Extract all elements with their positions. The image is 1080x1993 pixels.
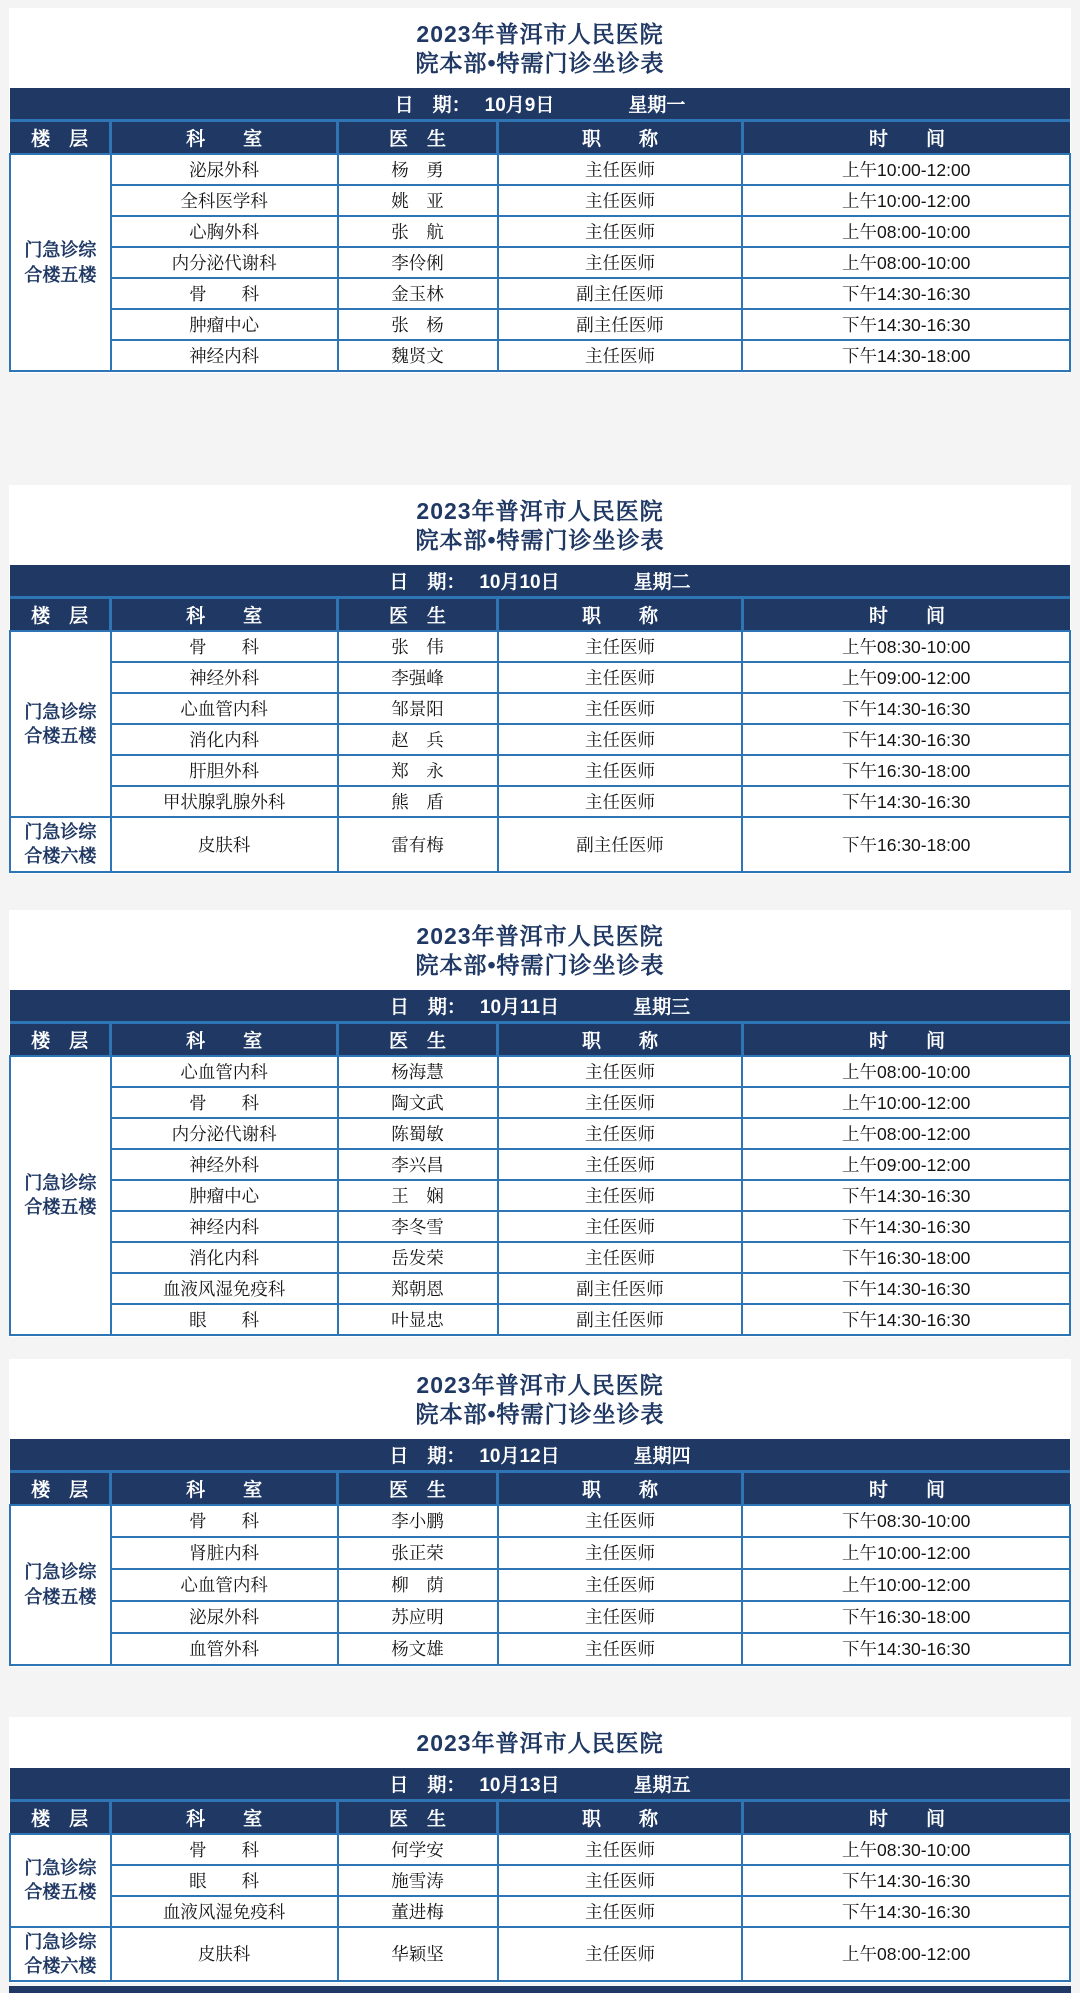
job-title-cell: 主任医师 (498, 724, 743, 755)
doctor-cell: 魏贤文 (338, 340, 498, 371)
doctor-cell: 叶显忠 (338, 1304, 498, 1335)
schedule-row (10, 817, 1070, 872)
job-title-cell: 主任医师 (498, 1927, 743, 1982)
department-cell: 消化内科 (111, 724, 338, 755)
doctor-cell: 金玉林 (338, 278, 498, 309)
header-row (10, 1800, 1070, 1834)
schedule-row (10, 340, 1070, 371)
job-title-cell: 主任医师 (498, 693, 743, 724)
column-header: 医 生 (338, 1022, 498, 1056)
doctor-cell: 岳发荣 (338, 1242, 498, 1273)
column-header: 科 室 (111, 598, 338, 632)
doctor-cell: 杨 勇 (338, 154, 498, 185)
job-title-cell: 主任医师 (498, 1180, 743, 1211)
job-title-cell: 主任医师 (498, 1211, 743, 1242)
department-cell: 心血管内科 (111, 1569, 338, 1601)
schedule-row (10, 1149, 1070, 1180)
column-header: 职 称 (498, 1022, 743, 1056)
department-cell: 泌尿外科 (111, 154, 338, 185)
schedule-row (10, 1118, 1070, 1149)
doctor-cell: 熊 盾 (338, 786, 498, 817)
floor-label: 门急诊综合楼六楼 (10, 1927, 111, 1982)
hospital-title: 2023年普洱市人民医院 (416, 498, 664, 524)
schedule-row (10, 1087, 1070, 1118)
schedule-table (9, 1768, 1071, 1983)
department-cell: 甲状腺乳腺外科 (111, 786, 338, 817)
schedule-row (10, 786, 1070, 817)
doctor-cell: 张正荣 (338, 1537, 498, 1569)
schedule-row (10, 1865, 1070, 1896)
job-title-cell: 主任医师 (498, 1537, 743, 1569)
doctor-cell: 雷有梅 (338, 817, 498, 872)
doctor-cell: 施雪涛 (338, 1865, 498, 1896)
doctor-cell: 李强峰 (338, 662, 498, 693)
time-cell: 上午08:00-10:00 (742, 216, 1070, 247)
department-cell: 骨 科 (111, 631, 338, 662)
table-body (10, 154, 1070, 371)
table-title-area (9, 8, 1071, 88)
job-title-cell: 主任医师 (498, 1569, 743, 1601)
schedule-table-block (9, 485, 1071, 874)
floor-label: 门急诊综合楼五楼 (10, 1056, 111, 1335)
job-title-cell: 主任医师 (498, 1087, 743, 1118)
department-cell: 血液风湿免疫科 (111, 1896, 338, 1927)
department-cell: 血管外科 (111, 1633, 338, 1665)
department-cell: 肝胆外科 (111, 755, 338, 786)
job-title-cell: 副主任医师 (498, 817, 743, 872)
date-label: 日 期： (394, 95, 471, 116)
job-title-cell: 副主任医师 (498, 278, 743, 309)
department-cell: 肿瘤中心 (111, 309, 338, 340)
floor-label: 门急诊综合楼六楼 (10, 817, 111, 872)
department-cell: 心胸外科 (111, 216, 338, 247)
doctor-cell: 杨海慧 (338, 1056, 498, 1087)
table-title-area (9, 485, 1071, 565)
schedule-row (10, 154, 1070, 185)
department-cell: 神经外科 (111, 1149, 338, 1180)
table-title-area (9, 910, 1071, 990)
date-value: 10月12日 (479, 1445, 560, 1467)
time-cell: 下午08:30-10:00 (742, 1505, 1070, 1537)
column-header: 科 室 (111, 121, 338, 155)
schedule-row (10, 631, 1070, 662)
schedule-subtitle: 院本部•特需门诊坐诊表 (415, 50, 665, 76)
department-cell: 全科医学科 (111, 185, 338, 216)
schedule-subtitle: 院本部•特需门诊坐诊表 (415, 527, 665, 553)
schedule-row (10, 1505, 1070, 1537)
time-cell: 下午14:30-16:30 (742, 1865, 1070, 1896)
floor-label: 门急诊综合楼五楼 (10, 1834, 111, 1927)
department-cell: 血液风湿免疫科 (111, 1273, 338, 1304)
doctor-cell: 李兴昌 (338, 1149, 498, 1180)
column-header: 职 称 (498, 1800, 743, 1834)
time-cell: 下午14:30-16:30 (742, 724, 1070, 755)
schedule-table (9, 1439, 1071, 1666)
department-cell: 泌尿外科 (111, 1601, 338, 1633)
schedule-row (10, 1273, 1070, 1304)
header-row (10, 1471, 1070, 1505)
time-cell: 上午08:00-12:00 (742, 1118, 1070, 1149)
schedule-table (9, 88, 1071, 372)
job-title-cell: 主任医师 (498, 1149, 743, 1180)
department-cell: 内分泌代谢科 (111, 247, 338, 278)
department-cell: 皮肤科 (111, 817, 338, 872)
schedule-subtitle: 院本部•特需门诊坐诊表 (415, 951, 665, 978)
column-header: 职 称 (498, 1471, 743, 1505)
schedule-table (9, 990, 1071, 1336)
hospital-title: 2023年普洱市人民医院 (416, 21, 664, 47)
time-cell: 下午14:30-16:30 (742, 1304, 1070, 1335)
schedule-row (10, 724, 1070, 755)
table-body (10, 1505, 1070, 1665)
column-header: 医 生 (338, 121, 498, 155)
job-title-cell: 主任医师 (498, 1505, 743, 1537)
schedule-row (10, 1927, 1070, 1982)
time-cell: 下午16:30-18:00 (742, 1601, 1070, 1633)
department-cell: 神经内科 (111, 340, 338, 371)
doctor-cell: 董进梅 (338, 1896, 498, 1927)
time-cell: 下午14:30-16:30 (742, 1896, 1070, 1927)
job-title-cell: 主任医师 (498, 1834, 743, 1865)
column-header: 医 生 (338, 1800, 498, 1834)
time-cell: 上午08:30-10:00 (742, 631, 1070, 662)
schedule-table (9, 565, 1071, 873)
job-title-cell: 主任医师 (498, 1601, 743, 1633)
time-cell: 下午14:30-16:30 (742, 1273, 1070, 1304)
job-title-cell: 主任医师 (498, 216, 743, 247)
hospital-title: 2023年普洱市人民医院 (416, 1729, 664, 1756)
doctor-cell: 张 杨 (338, 309, 498, 340)
schedule-row (10, 1180, 1070, 1211)
doctor-cell: 李冬雪 (338, 1211, 498, 1242)
job-title-cell: 主任医师 (498, 154, 743, 185)
time-cell: 上午10:00-12:00 (742, 154, 1070, 185)
job-title-cell: 主任医师 (498, 786, 743, 817)
doctor-cell: 赵 兵 (338, 724, 498, 755)
column-header: 职 称 (498, 121, 743, 155)
time-cell: 下午14:30-16:30 (742, 1211, 1070, 1242)
date-value: 10月13日 (479, 1774, 560, 1796)
column-header: 科 室 (111, 1800, 338, 1834)
department-cell: 皮肤科 (111, 1927, 338, 1982)
column-header: 时 间 (742, 1471, 1070, 1505)
department-cell: 心血管内科 (111, 1056, 338, 1087)
department-cell: 眼 科 (111, 1865, 338, 1896)
time-cell: 下午16:30-18:00 (742, 755, 1070, 786)
job-title-cell: 主任医师 (498, 755, 743, 786)
table-body (10, 631, 1070, 872)
doctor-cell: 苏应明 (338, 1601, 498, 1633)
job-title-cell: 副主任医师 (498, 1273, 743, 1304)
date-value: 10月11日 (479, 996, 560, 1018)
schedule-row (10, 216, 1070, 247)
weekday-value: 星期三 (633, 996, 691, 1018)
schedule-row (10, 755, 1070, 786)
job-title-cell: 主任医师 (498, 340, 743, 371)
job-title-cell: 主任医师 (498, 1896, 743, 1927)
hospital-title: 2023年普洱市人民医院 (416, 922, 664, 949)
job-title-cell: 副主任医师 (498, 1304, 743, 1335)
schedule-row (10, 1601, 1070, 1633)
schedule-row (10, 1056, 1070, 1087)
weekday-value: 星期四 (633, 1445, 691, 1467)
header-row (10, 598, 1070, 632)
column-header: 医 生 (338, 1471, 498, 1505)
weekday-value: 星期二 (633, 572, 691, 593)
time-cell: 上午10:00-12:00 (742, 185, 1070, 216)
date-label: 日 期： (389, 996, 466, 1018)
time-cell: 下午14:30-16:30 (742, 693, 1070, 724)
department-cell: 肾脏内科 (111, 1537, 338, 1569)
department-cell: 骨 科 (111, 1505, 338, 1537)
table-body (10, 1834, 1070, 1982)
header-row (10, 1022, 1070, 1056)
floor-label: 门急诊综合楼五楼 (10, 1505, 111, 1665)
department-cell: 肿瘤中心 (111, 1180, 338, 1211)
job-title-cell: 主任医师 (498, 1633, 743, 1665)
date-row (10, 990, 1070, 1023)
job-title-cell: 主任医师 (498, 1865, 743, 1896)
schedule-table-block (9, 8, 1071, 373)
time-cell: 上午08:30-10:00 (742, 1834, 1070, 1865)
column-header: 时 间 (742, 121, 1070, 155)
table-body (10, 1056, 1070, 1335)
doctor-cell: 李伶俐 (338, 247, 498, 278)
time-cell: 下午14:30-16:30 (742, 309, 1070, 340)
doctor-cell: 柳 荫 (338, 1569, 498, 1601)
schedule-row (10, 309, 1070, 340)
partial-next-table-bar (9, 1986, 1071, 1993)
date-label: 日 期： (389, 1445, 466, 1467)
doctor-cell: 李小鹏 (338, 1505, 498, 1537)
schedule-row (10, 278, 1070, 309)
weekday-value: 星期一 (628, 95, 686, 116)
department-cell: 骨 科 (111, 278, 338, 309)
schedule-subtitle: 院本部•特需门诊坐诊表 (415, 1400, 665, 1427)
department-cell: 眼 科 (111, 1304, 338, 1335)
department-cell: 内分泌代谢科 (111, 1118, 338, 1149)
time-cell: 下午14:30-16:30 (742, 278, 1070, 309)
schedule-row (10, 693, 1070, 724)
time-cell: 上午10:00-12:00 (742, 1569, 1070, 1601)
schedule-row (10, 1569, 1070, 1601)
job-title-cell: 主任医师 (498, 185, 743, 216)
doctor-cell: 张 伟 (338, 631, 498, 662)
schedule-row (10, 247, 1070, 278)
doctor-cell: 陶文武 (338, 1087, 498, 1118)
column-header: 医 生 (338, 598, 498, 632)
schedule-row (10, 1834, 1070, 1865)
doctor-cell: 杨文雄 (338, 1633, 498, 1665)
date-label: 日 期： (389, 572, 466, 593)
time-cell: 上午09:00-12:00 (742, 1149, 1070, 1180)
job-title-cell: 主任医师 (498, 1056, 743, 1087)
column-header: 职 称 (498, 598, 743, 632)
schedule-row (10, 1211, 1070, 1242)
time-cell: 上午08:00-12:00 (742, 1927, 1070, 1982)
column-header: 楼 层 (10, 121, 111, 155)
schedule-page (0, 8, 1080, 1993)
column-header: 科 室 (111, 1471, 338, 1505)
time-cell: 下午16:30-18:00 (742, 1242, 1070, 1273)
schedule-table-block (9, 1717, 1071, 1984)
department-cell: 神经外科 (111, 662, 338, 693)
column-header: 时 间 (742, 598, 1070, 632)
doctor-cell: 姚 亚 (338, 185, 498, 216)
doctor-cell: 王 娴 (338, 1180, 498, 1211)
column-header: 楼 层 (10, 1471, 111, 1505)
schedule-table-block (9, 1359, 1071, 1667)
doctor-cell: 何学安 (338, 1834, 498, 1865)
hospital-title: 2023年普洱市人民医院 (416, 1371, 664, 1398)
schedule-row (10, 1304, 1070, 1335)
time-cell: 下午14:30-16:30 (742, 786, 1070, 817)
time-cell: 上午10:00-12:00 (742, 1537, 1070, 1569)
column-header: 时 间 (742, 1022, 1070, 1056)
department-cell: 心血管内科 (111, 693, 338, 724)
floor-label: 门急诊综合楼五楼 (10, 154, 111, 371)
header-row (10, 121, 1070, 155)
time-cell: 上午10:00-12:00 (742, 1087, 1070, 1118)
doctor-cell: 郑朝恩 (338, 1273, 498, 1304)
time-cell: 上午08:00-10:00 (742, 1056, 1070, 1087)
column-header: 楼 层 (10, 1800, 111, 1834)
time-cell: 上午08:00-10:00 (742, 247, 1070, 278)
doctor-cell: 郑 永 (338, 755, 498, 786)
job-title-cell: 主任医师 (498, 631, 743, 662)
doctor-cell: 邹景阳 (338, 693, 498, 724)
doctor-cell: 张 航 (338, 216, 498, 247)
weekday-value: 星期五 (633, 1774, 691, 1796)
schedule-row (10, 1896, 1070, 1927)
schedule-row (10, 662, 1070, 693)
date-row (10, 565, 1070, 598)
department-cell: 神经内科 (111, 1211, 338, 1242)
job-title-cell: 主任医师 (498, 662, 743, 693)
schedule-table-block (9, 910, 1071, 1337)
time-cell: 上午09:00-12:00 (742, 662, 1070, 693)
date-row (10, 1439, 1070, 1472)
schedule-row (10, 185, 1070, 216)
date-value: 10月9日 (484, 95, 555, 116)
schedule-row (10, 1242, 1070, 1273)
date-value: 10月10日 (479, 572, 560, 593)
doctor-cell: 陈蜀敏 (338, 1118, 498, 1149)
date-row (10, 88, 1070, 121)
date-label: 日 期： (389, 1774, 466, 1796)
department-cell: 消化内科 (111, 1242, 338, 1273)
time-cell: 下午14:30-16:30 (742, 1180, 1070, 1211)
time-cell: 下午16:30-18:00 (742, 817, 1070, 872)
tables-host (0, 8, 1080, 1983)
time-cell: 下午14:30-16:30 (742, 1633, 1070, 1665)
job-title-cell: 主任医师 (498, 1242, 743, 1273)
schedule-row (10, 1633, 1070, 1665)
floor-label: 门急诊综合楼五楼 (10, 631, 111, 817)
table-title-area (9, 1717, 1071, 1768)
date-row (10, 1768, 1070, 1801)
job-title-cell: 主任医师 (498, 1118, 743, 1149)
department-cell: 骨 科 (111, 1834, 338, 1865)
job-title-cell: 主任医师 (498, 247, 743, 278)
column-header: 科 室 (111, 1022, 338, 1056)
table-title-area (9, 1359, 1071, 1439)
schedule-row (10, 1537, 1070, 1569)
job-title-cell: 副主任医师 (498, 309, 743, 340)
doctor-cell: 华颖坚 (338, 1927, 498, 1982)
column-header: 楼 层 (10, 1022, 111, 1056)
department-cell: 骨 科 (111, 1087, 338, 1118)
column-header: 时 间 (742, 1800, 1070, 1834)
column-header: 楼 层 (10, 598, 111, 632)
time-cell: 下午14:30-18:00 (742, 340, 1070, 371)
